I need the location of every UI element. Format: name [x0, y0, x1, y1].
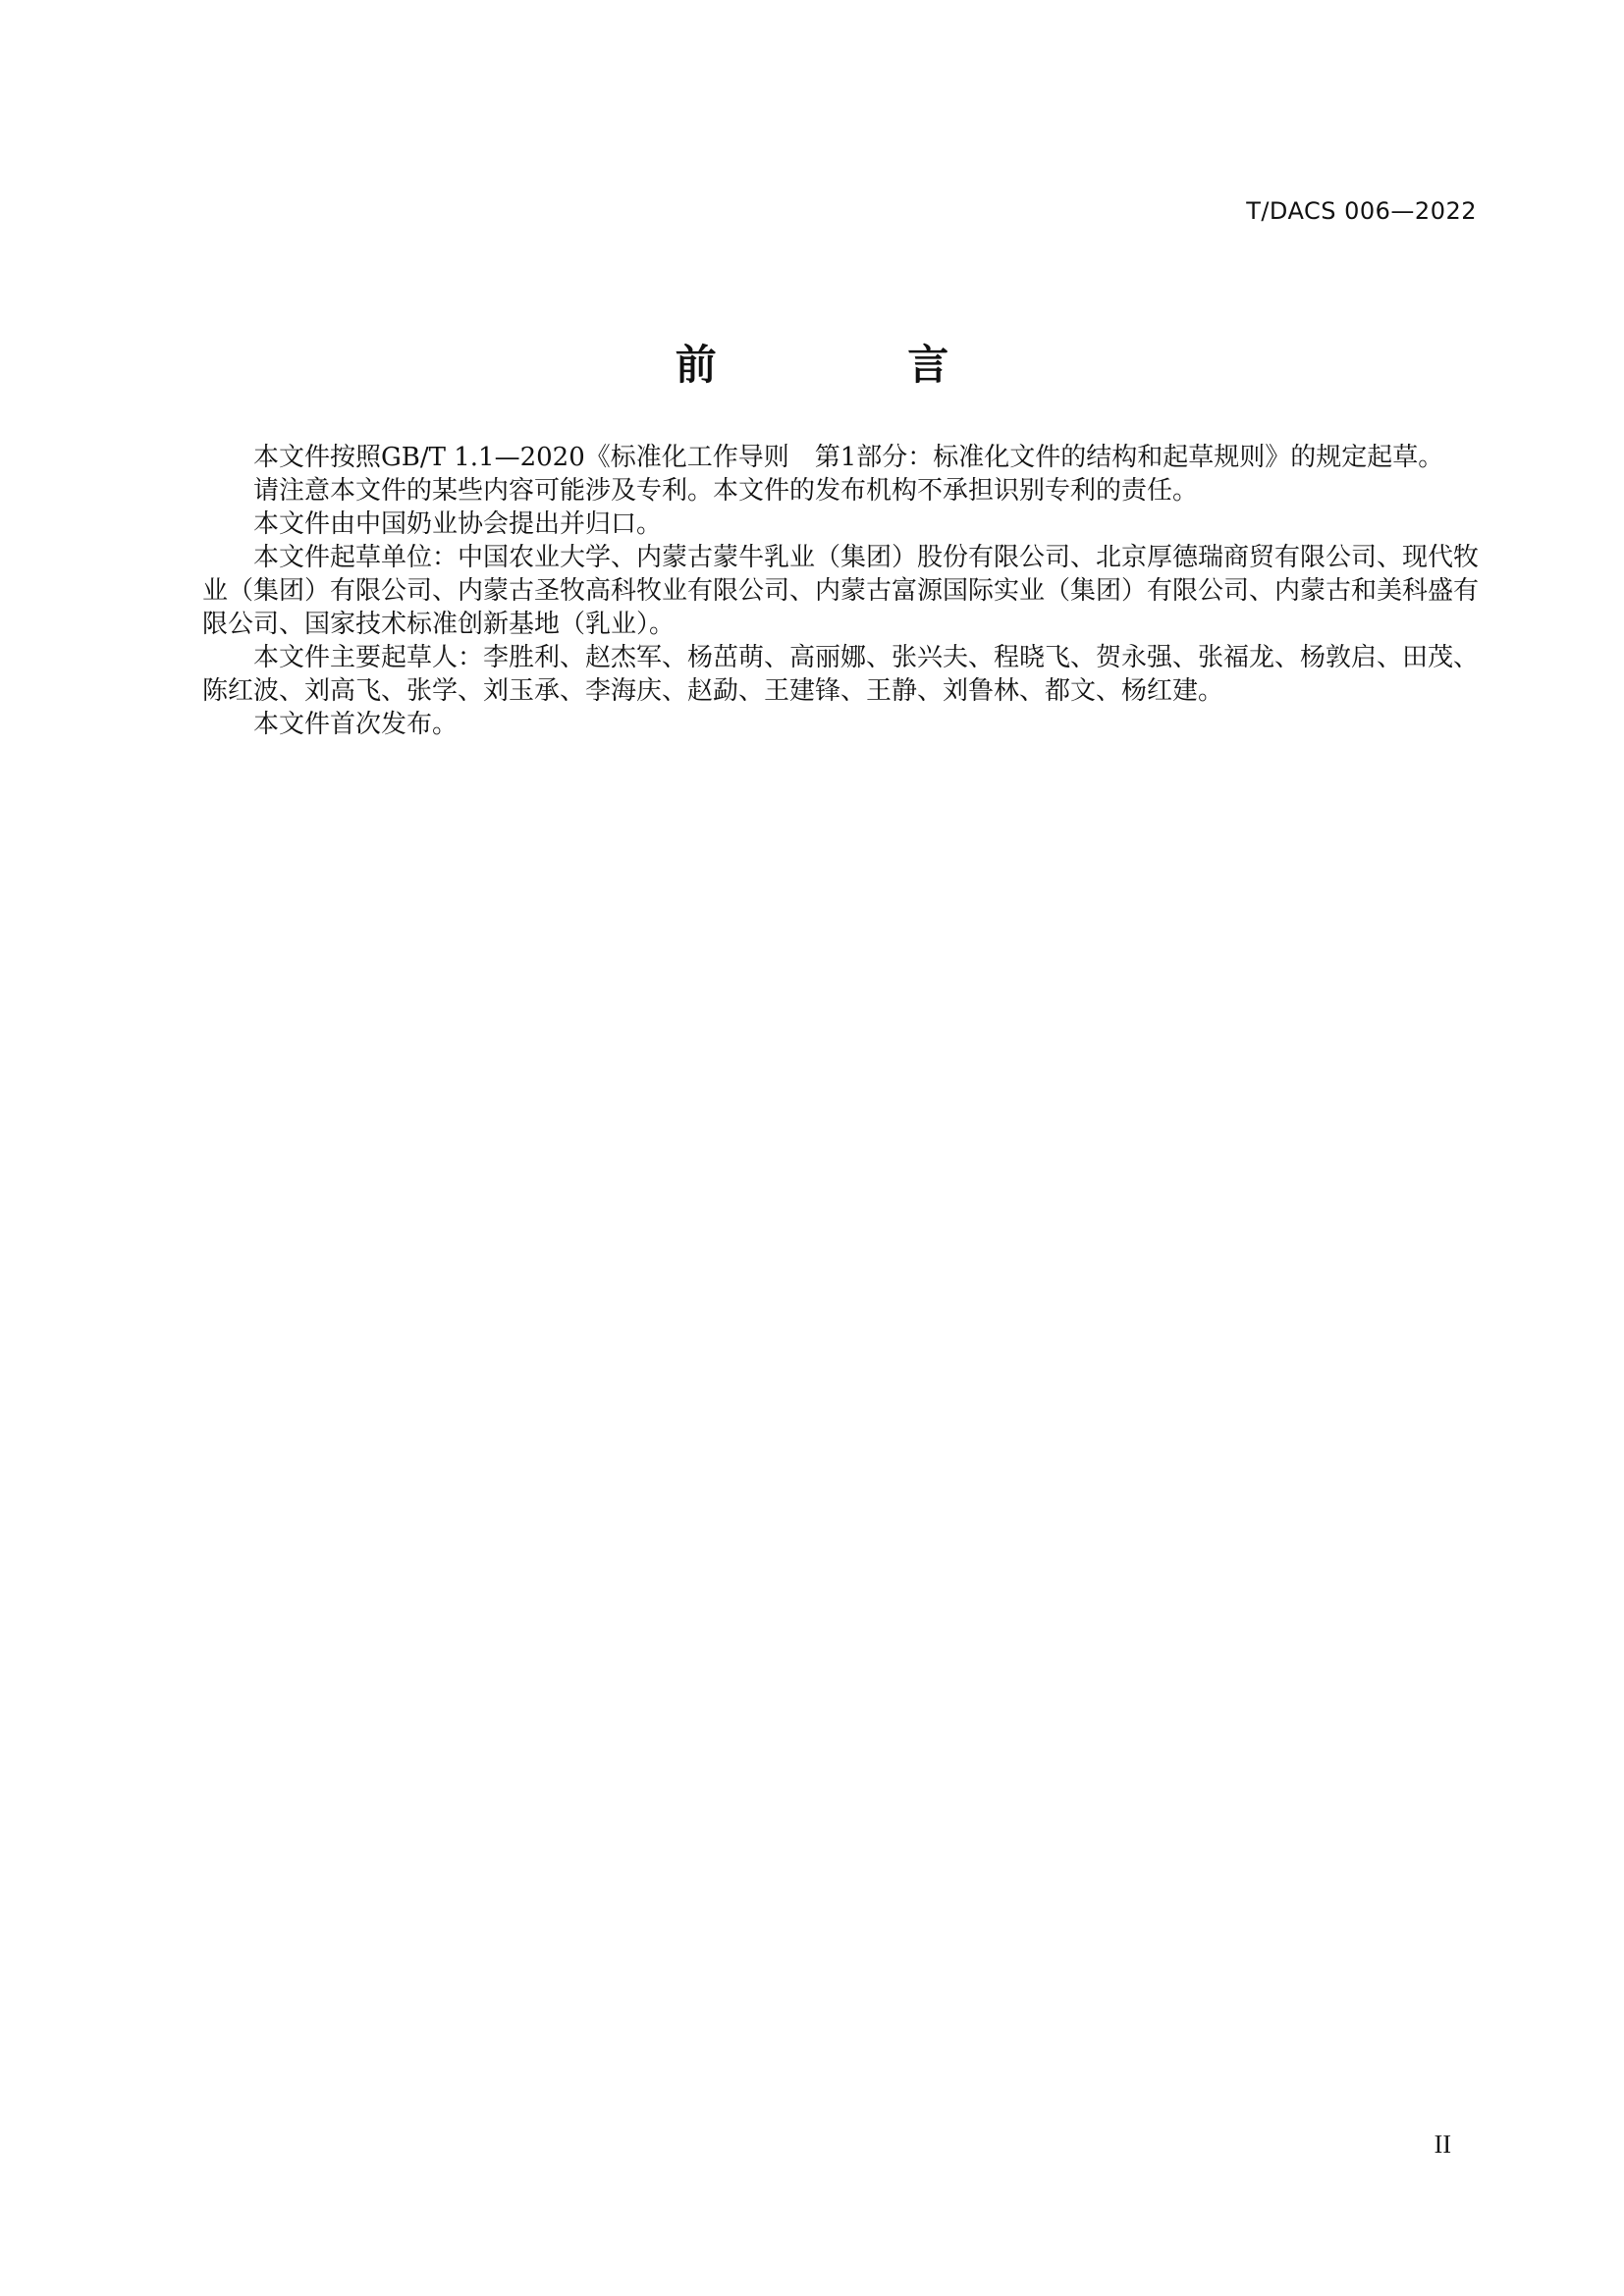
paragraph-proposer: 本文件由中国奶业协会提出并归口。 [253, 509, 663, 539]
paragraph-drafting-rules: 本文件按照GB/T 1.1—2020《标准化工作导则 第1部分：标准化文件的结构和起草规则》的规定起草。 [253, 443, 1444, 472]
paragraph-patent-notice: 请注意本文件的某些内容可能涉及专利。本文件的发布机构不承担识别专利的责任。 [253, 476, 1199, 506]
paragraph-drafters: 本文件主要起草人：李胜利、赵杰军、杨茁萌、高丽娜、张兴夫、程晓飞、贺永强、张福龙、杨敦启、田茂、陈红波、刘高飞、张学、刘玉承、李海庆、赵勐、王建锋、王静、刘鲁林、都文、杨红建。 [202, 643, 1480, 706]
paragraph-first-release: 本文件首次发布。 [253, 710, 459, 739]
document-code: T/DACS 006—2022 [1246, 197, 1477, 225]
preface-body [202, 441, 1479, 741]
page-title: 前 言 [675, 341, 1038, 389]
page-number: II [1434, 2130, 1451, 2159]
paragraph-drafting-units: 本文件起草单位：中国农业大学、内蒙古蒙牛乳业（集团）股份有限公司、北京厚德瑞商贸有限公司、现代牧业（集团）有限公司、内蒙古圣牧高科牧业有限公司、内蒙古富源国际实业（集团）有限公司、内蒙古和美科盛有限公司、国家技术标准创新基地（乳业）。 [202, 543, 1480, 639]
